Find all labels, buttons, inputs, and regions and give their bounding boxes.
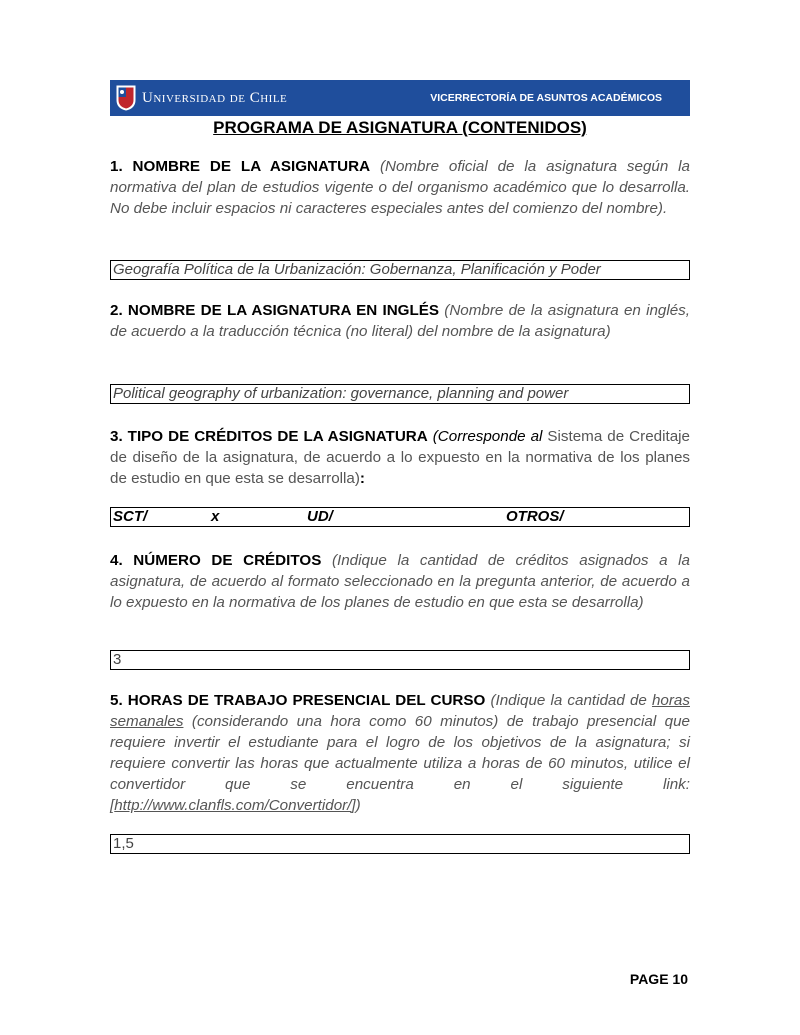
question-2-answer[interactable]: Political geography of urbanization: governance, planning and power — [110, 384, 690, 404]
university-name: Universidad de Chile — [142, 89, 288, 106]
credit-option-sct[interactable]: SCT/ — [113, 508, 148, 525]
header-banner — [110, 80, 690, 116]
question-3-colon: : — [359, 470, 365, 487]
vicerrectoria-label: VICERRECTORÍA DE ASUNTOS ACADÉMICOS — [430, 92, 662, 104]
question-5-hint-b: (considerando una hora como 60 minutos) de trabajo presencial que requiere invertir el estudiante para el logro de los objetivos de la asignatura; si requiere convertir las horas que actualmente utiliza a horas de 60 minutos, utilice el convertidor que se encuentra en el siguiente link: [ — [110, 713, 690, 814]
question-3-hint-a: (Corresponde al — [432, 428, 543, 445]
question-5 — [110, 690, 690, 816]
credit-type-box — [110, 507, 690, 527]
question-1-hint: (Nombre oficial de la asignatura según la normativa del plan de estudios vigente o del organismo académico que lo desarrolla. No debe incluir espacios ni caracteres especiales antes del comienzo del nombre). — [110, 158, 690, 217]
question-4 — [110, 550, 690, 613]
page-number: PAGE 10 — [629, 971, 688, 987]
question-1-answer[interactable]: Geografía Política de la Urbanización: Gobernanza, Planificación y Poder — [110, 260, 690, 280]
question-1-heading: 1. NOMBRE DE LA ASIGNATURA — [110, 158, 371, 175]
credit-option-otros[interactable]: OTROS/ — [506, 508, 564, 525]
converter-link[interactable]: http://www.clanfls.com/Convertidor/ — [114, 797, 352, 814]
question-2-heading: 2. NOMBRE DE LA ASIGNATURA EN INGLÉS — [110, 302, 440, 319]
question-5-heading: 5. HORAS DE TRABAJO PRESENCIAL DEL CURSO — [110, 692, 486, 709]
question-2-hint: (Nombre de la asignatura en inglés, de acuerdo a la traducción técnica (no literal) del nombre de la asignatura) — [110, 302, 690, 340]
question-5-hint-a: (Indique la cantidad de — [490, 692, 647, 709]
credit-option-sct-mark: x — [211, 508, 220, 525]
question-3-hint-b: Sistema de Creditaje de diseño de la asignatura, de acuerdo a lo expuesto en la normativa de los planes de estudio en que esta se desarrolla) — [110, 428, 690, 487]
question-4-hint: (Indique la cantidad de créditos asignados a la asignatura, de acuerdo al formato seleccionado en la pregunta anterior, de acuerdo a lo expuesto en la normativa de los planes de estudio en que esta se desarrolla) — [110, 552, 690, 611]
question-4-heading: 4. NÚMERO DE CRÉDITOS — [110, 552, 322, 569]
university-crest-icon — [116, 85, 136, 111]
document-title: PROGRAMA DE ASIGNATURA (CONTENIDOS) — [213, 118, 587, 137]
question-3-heading: 3. TIPO DE CRÉDITOS DE LA ASIGNATURA — [110, 428, 428, 445]
question-3 — [110, 426, 690, 489]
credit-option-ud[interactable]: UD/ — [307, 508, 333, 525]
question-5-hint-underlined: horas semanales — [110, 692, 690, 730]
question-1 — [110, 156, 690, 219]
question-2 — [110, 300, 690, 342]
question-5-answer[interactable]: 1,5 — [110, 834, 690, 854]
question-4-answer[interactable]: 3 — [110, 650, 690, 670]
question-5-hint-c: ]) — [351, 797, 361, 814]
